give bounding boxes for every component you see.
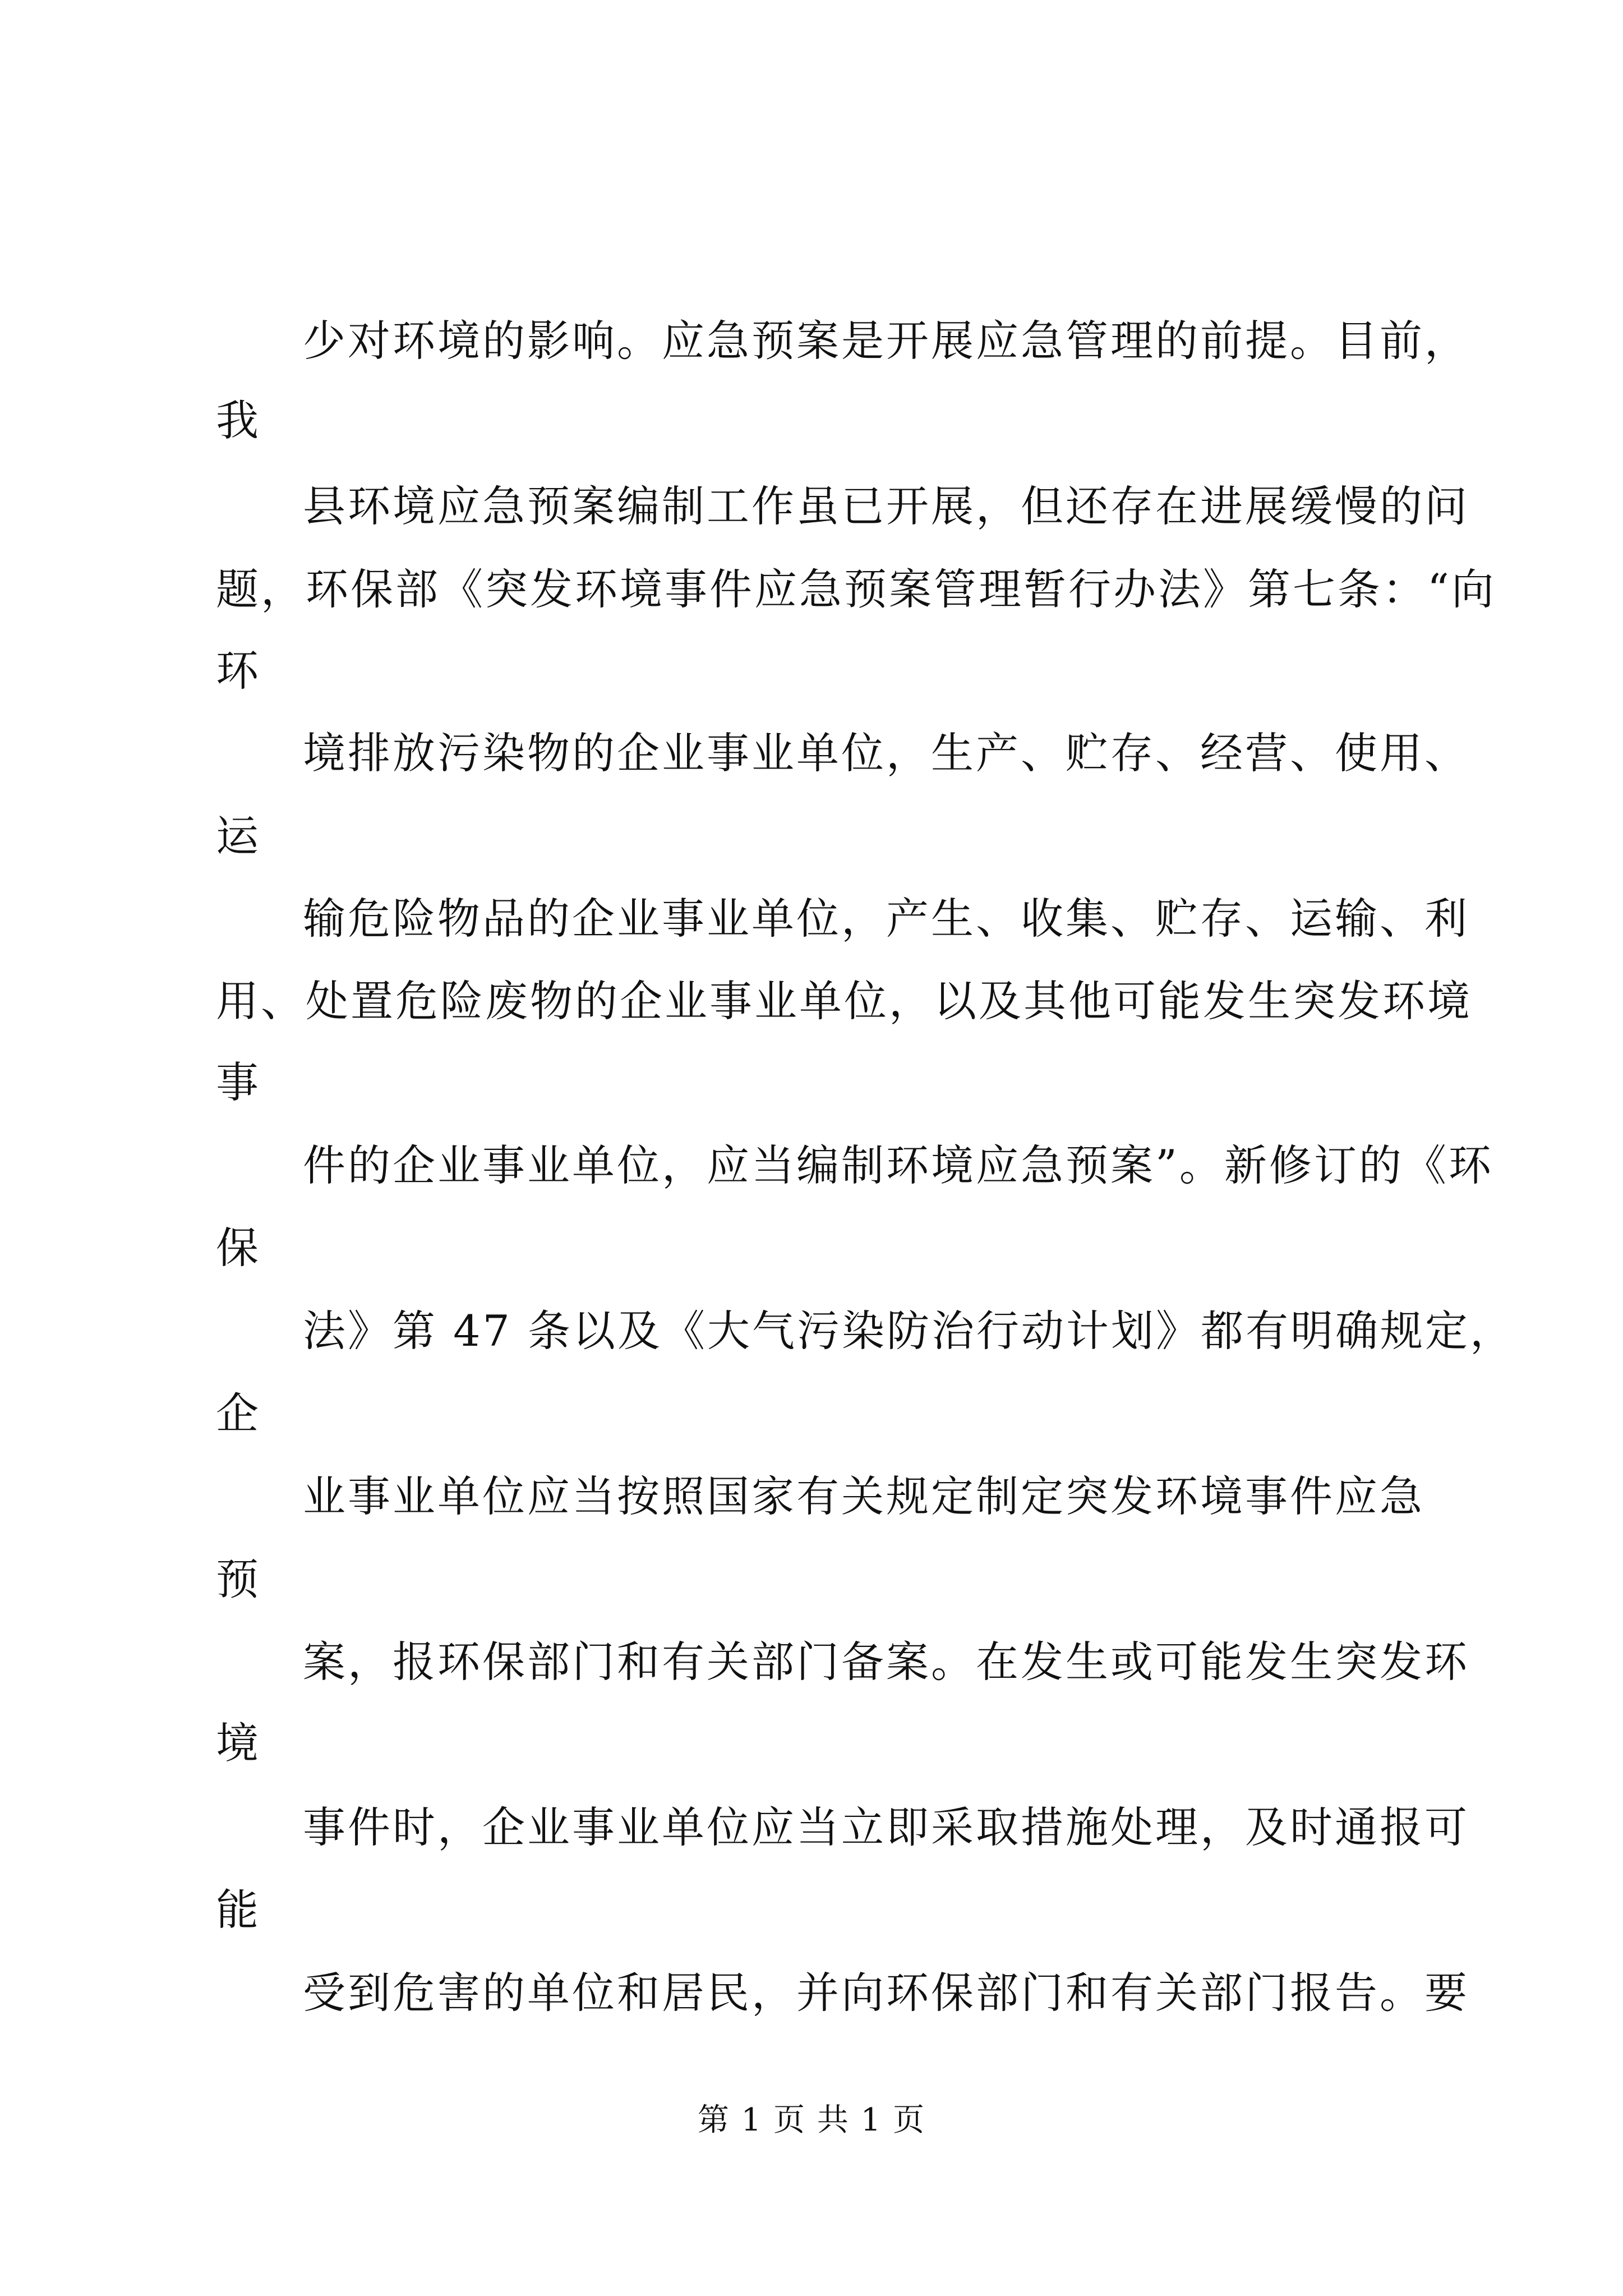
text-line: 用、处置危险废物的企业事业单位，以及其他可能发生突发环境: [216, 976, 1472, 1026]
text-line: 题，环保部《突发环境事件应急预案管理暂行办法》第七条：“向: [216, 564, 1496, 614]
text-line: 业事业单位应当按照国家有关规定制定突发环境事件应急: [303, 1471, 1424, 1521]
text-line: 件的企业事业单位，应当编制环境应急预案”。新修订的《环: [303, 1140, 1493, 1190]
text-line: 我: [216, 395, 261, 445]
text-line: 少对环境的影响。应急预案是开展应急管理的前提。目前，: [303, 316, 1469, 366]
text-line: 能: [216, 1885, 261, 1935]
text-line: 案，报环保部门和有关部门备案。在发生或可能发生突发环: [303, 1637, 1469, 1687]
text-line: 运: [216, 811, 261, 861]
text-line: 预: [216, 1554, 261, 1604]
text-line: 法》第 47 条以及《大气污染防治行动计划》都有明确规定，: [303, 1306, 1515, 1356]
text-line: 受到危害的单位和居民，并向环保部门和有关部门报告。要: [303, 1968, 1469, 2018]
text-line: 企: [216, 1388, 261, 1438]
text-line: 事件时，企业事业单位应当立即采取措施处理，及时通报可: [303, 1802, 1469, 1852]
text-line: 境排放污染物的企业事业单位，生产、贮存、经营、使用、: [303, 728, 1469, 778]
text-line: 输危险物品的企业事业单位，产生、收集、贮存、运输、利: [303, 894, 1469, 944]
text-line: 事: [216, 1057, 261, 1107]
text-line: 环: [216, 646, 261, 696]
text-line: 境: [216, 1718, 261, 1768]
text-line: 县环境应急预案编制工作虽已开展，但还存在进展缓慢的问: [303, 481, 1469, 531]
text-line: 保: [216, 1223, 261, 1273]
page-footer: 第 1 页 共 1 页: [697, 2102, 926, 2138]
